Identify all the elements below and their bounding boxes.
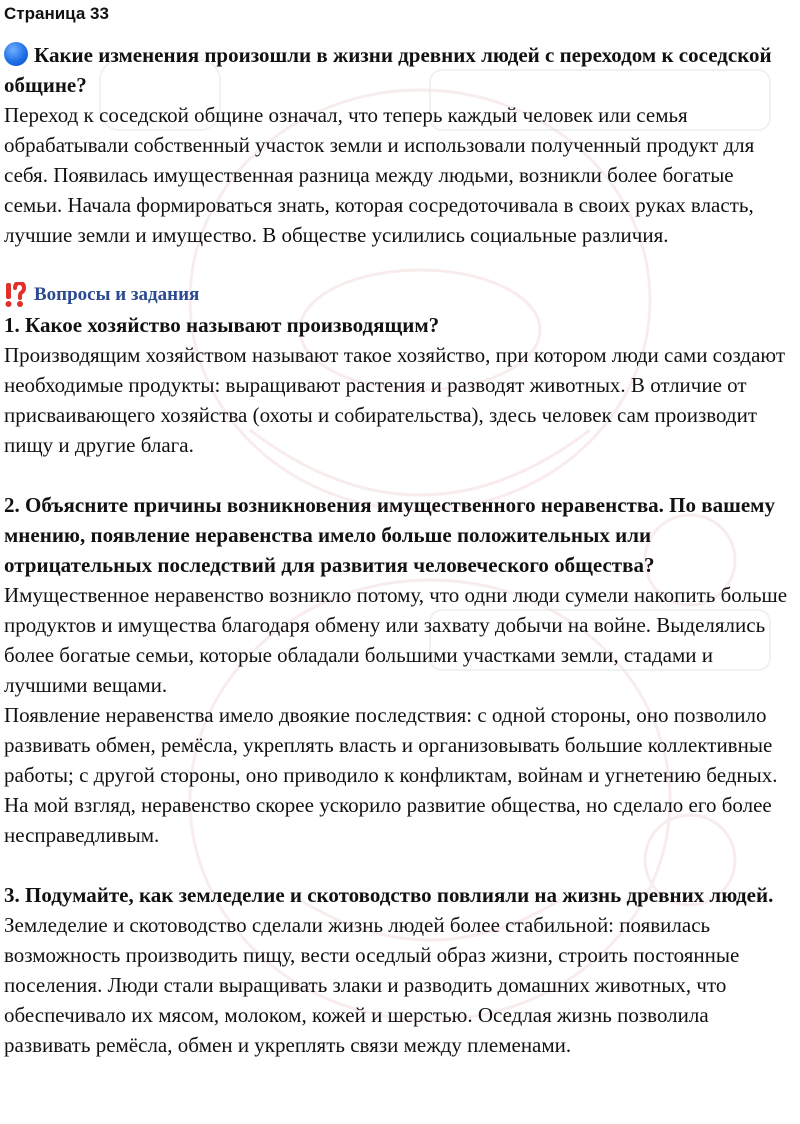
question-3-title: 3. Подумайте, как земледелие и скотоводство повлияли на жизнь древних людей.	[4, 883, 774, 907]
question-2-answer-2: Появление неравенства имело двоякие последствия: с одной стороны, оно позволило развивать обмен, ремёсла, укреплять власть и организовывать большие коллективные работы; с другой стороны, оно приводило к конфликтам, войнам и угнетению бедных. На мой взгляд, неравенство скорее ускорило развитие общества, но сделало его более несправедливым.	[4, 703, 778, 847]
spacer	[4, 460, 794, 490]
question-1-answer: Производящим хозяйством называют такое хозяйство, при котором люди сами создают необходимые продукты: выращивают растения и разводят животных. В отличие от присваивающего хозяйства (охоты и собирательства), здесь человек сам производит пищу и другие блага.	[4, 343, 786, 457]
intro-question-text: Какие изменения произошли в жизни древних людей с переходом к соседской общине?	[4, 43, 772, 97]
exclamation-question-icon	[4, 282, 26, 308]
question-1-title: 1. Какое хозяйство называют производящим?	[4, 313, 440, 337]
section-heading	[4, 280, 794, 310]
intro-answer: Переход к соседской общине означал, что теперь каждый человек или семья обрабатывали собственный участок земли и использовали полученный продукт для себя. Появилась имущественная разница между людьми, возникли более богатые семьи. Начала формироваться знать, которая сосредоточивала в своих руках власть, лучшие земли и имущество. В обществе усилились социальные различия.	[4, 103, 755, 247]
question-2-title: 2. Объясните причины возникновения имущественного неравенства. По вашему мнению, появление неравенства имело больше положительных или отрицательных последствий для развития человеческого общества?	[4, 493, 775, 577]
question-2-answer-1: Имущественное неравенство возникло потому, что одни люди сумели накопить больше продуктов и имущества благодаря обмену или захвату добычи на войне. Выделялись более богатые семьи, которые обладали большими участками земли, стадами и лучшими вещами.	[4, 583, 788, 697]
spacer	[4, 850, 794, 880]
page-label: Страница 33	[4, 4, 109, 23]
question-3-answer: Земледелие и скотоводство сделали жизнь людей более стабильной: появилась возможность производить пищу, вести оседлый образ жизни, строить постоянные поселения. Люди стали выращивать злаки и разводить домашних животных, что обеспечивало их мясом, молоком, кожей и шерстью. Оседлая жизнь позволила развивать ремёсла, обмен и укреплять связи между племенами.	[4, 913, 740, 1057]
section-title: Вопросы и задания	[34, 284, 200, 305]
intro-question	[4, 40, 794, 100]
blue-circle-icon	[4, 42, 28, 66]
